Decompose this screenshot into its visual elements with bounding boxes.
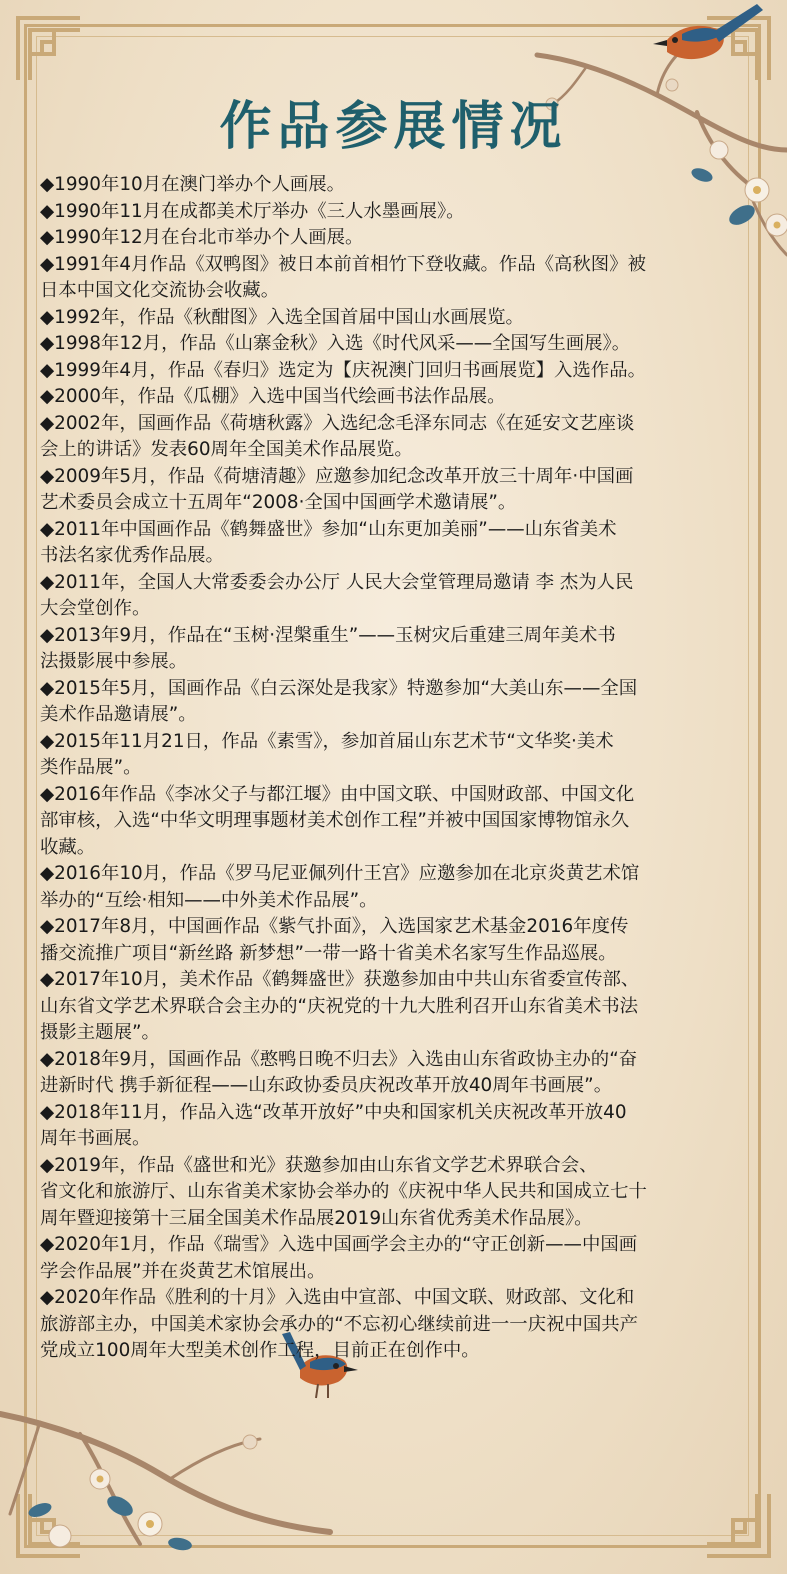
exhibition-line: 艺术委员会成立十五周年“2008·全国中国画学术邀请展”。: [40, 492, 517, 513]
fret-corner-icon: [703, 1490, 773, 1560]
exhibition-line: ◆2019年，作品《盛世和光》获邀参加由山东省文学艺术界联合会、: [40, 1154, 598, 1176]
exhibition-list: [40, 172, 748, 1365]
exhibition-line: 旅游部主办，中国美术家协会承办的“不忘初心继续前进一一庆祝中国共产: [40, 1313, 639, 1335]
exhibition-line: 摄影主题展”。: [40, 1022, 160, 1043]
exhibition-line: 周年书画展。: [40, 1128, 151, 1149]
exhibition-line: ◆2016年10月，作品《罗马尼亚佩列什王宫》应邀参加在北京炎黄艺术馆: [40, 863, 640, 884]
exhibition-line: 美术作品邀请展”。: [40, 704, 197, 725]
exhibition-line: 类作品展”。: [40, 757, 142, 778]
exhibition-line: 周年暨迎接第十三届全国美术作品展2019山东省优秀美术作品展》。: [40, 1207, 593, 1229]
exhibition-line: ◆1990年11月在成都美术厅举办《三人水墨画展》。: [40, 200, 465, 222]
exhibition-line: 大会堂创作。: [40, 598, 151, 619]
exhibition-line: 收藏。: [40, 836, 96, 858]
exhibition-line: 会上的讲话》发表60周年全国美术作品展览。: [40, 439, 413, 460]
exhibition-line: ◆2020年作品《胜利的十月》入选由中宣部、中国文联、财政部、文化和: [40, 1287, 635, 1308]
exhibition-line: ◆2017年10月，美术作品《鹤舞盛世》获邀参加由中共山东省委宣传部、: [40, 969, 640, 990]
exhibition-line: ◆2009年5月，作品《荷塘清趣》应邀参加纪念改革开放三十周年·中国画: [40, 465, 634, 487]
exhibition-line: ◆2000年，作品《瓜棚》入选中国当代绘画书法作品展。: [40, 386, 506, 407]
exhibition-line: 学会作品展”并在炎黄艺术馆展出。: [40, 1260, 326, 1282]
exhibition-line: 播交流推广项目“新丝路 新梦想”一带一路十省美术名家写生作品巡展。: [40, 942, 617, 964]
page-title: 作品参展情况: [219, 96, 568, 157]
exhibition-line: ◆2011年，全国人大常委委会办公厅 人民大会堂管理局邀请 李 杰为人民: [40, 571, 634, 593]
exhibition-line: ◆2002年，国画作品《荷塘秋露》入选纪念毛泽东同志《在延安文艺座谈: [40, 412, 635, 434]
exhibition-line: ◆2015年5月，国画作品《白云深处是我家》特邀参加“大美山东——全国: [40, 677, 638, 699]
exhibition-line: ◆2016年作品《李冰父子与都江堰》由中国文联、中国财政部、中国文化: [40, 783, 635, 805]
exhibition-line: ◆1990年10月在澳门举办个人画展。: [40, 174, 346, 195]
exhibition-line: 法摄影展中参展。: [40, 651, 188, 672]
exhibition-line: 党成立100周年大型美术创作工程，目前正在创作中。: [40, 1340, 480, 1361]
exhibition-line: 山东省文学艺术界联合会主办的“庆祝党的十九大胜利召开山东省美术书法: [40, 995, 639, 1017]
exhibition-line: 书法名家优秀作品展。: [40, 545, 224, 566]
exhibition-line: 进新时代 携手新征程——山东政协委员庆祝改革开放40周年书画展”。: [40, 1075, 613, 1096]
exhibition-line: ◆2011年中国画作品《鹤舞盛世》参加“山东更加美丽”——山东省美术: [40, 518, 617, 540]
exhibition-line: 举办的“互绘·相知——中外美术作品展”。: [40, 889, 378, 911]
exhibition-line: ◆2015年11月21日，作品《素雪》，参加首届山东艺术节“文华奖·美术: [40, 730, 614, 752]
exhibition-line: 部审核，入选“中华文明理事题材美术创作工程”并被中国国家博物馆永久: [40, 810, 630, 831]
exhibition-line: 日本中国文化交流协会收藏。: [40, 280, 280, 301]
fret-corner-icon: [14, 14, 84, 84]
exhibition-line: ◆2018年9月，国画作品《憨鸭日晚不归去》入选由山东省政协主办的“奋: [40, 1048, 638, 1070]
exhibition-line: ◆1990年12月在台北市举办个人画展。: [40, 227, 364, 248]
exhibition-line: ◆1999年4月，作品《春归》选定为【庆祝澳门回归书画展览】入选作品。: [40, 359, 646, 381]
exhibition-line: ◆2020年1月，作品《瑞雪》入选中国画学会主办的“守正创新——中国画: [40, 1234, 638, 1255]
exhibition-line: ◆2017年8月，中国画作品《紫气扑面》，入选国家艺术基金2016年度传: [40, 916, 629, 937]
exhibition-line: ◆2018年11月，作品入选“改革开放好”中央和国家机关庆祝改革开放40: [40, 1101, 627, 1123]
exhibition-line: ◆2013年9月，作品在“玉树·涅槃重生”——玉树灾后重建三周年美术书: [40, 624, 616, 646]
exhibition-line: ◆1998年12月，作品《山寨金秋》入选《时代风采——全国写生画展》。: [40, 333, 631, 354]
exhibition-line: 省文化和旅游厅、山东省美术家协会举办的《庆祝中华人民共和国成立七十: [40, 1181, 647, 1202]
exhibition-line: ◆1992年，作品《秋酣图》入选全国首届中国山水画展览。: [40, 306, 524, 328]
exhibition-line: ◆1991年4月作品《双鸭图》被日本前首相竹下登收藏。作品《高秋图》被: [40, 253, 646, 275]
